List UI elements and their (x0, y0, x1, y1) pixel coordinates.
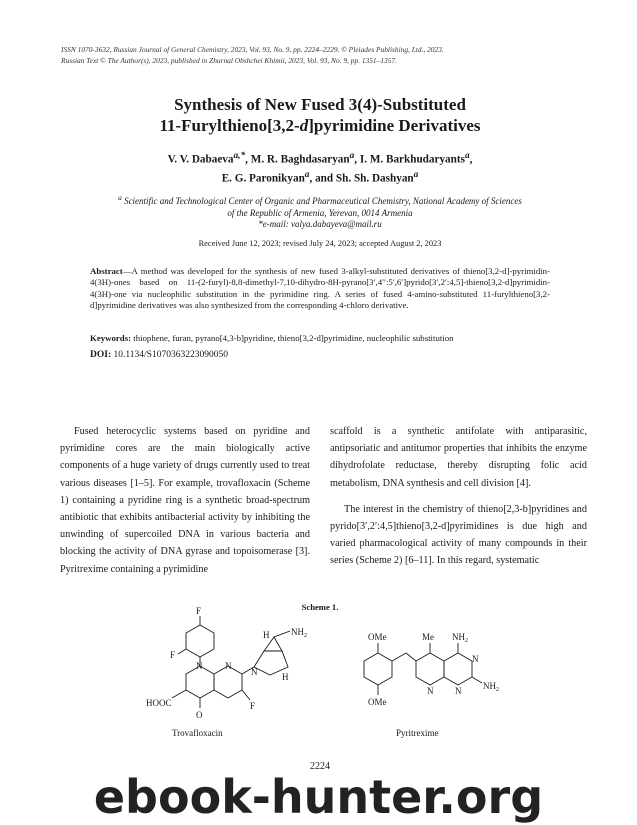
author-name: I. M. Barkhudaryants (359, 153, 465, 166)
pyritrexime-structure (364, 643, 482, 695)
author-name: M. R. Baghdasaryan (250, 153, 350, 166)
title-line-1: Synthesis of New Fused 3(4)-Substituted (174, 95, 466, 114)
author-affiliation-sup: a (464, 151, 470, 161)
abstract-text: —A method was developed for the synthesis of new fused 3-alkyl-substituted derivatives of thieno[3,2-d]-pyrimidin-4(3H)-ones based on 11-(2-furyl)-8,8-dimethyl-7,10-dihydro-8H-pyrano[3′,4′′:5′,6′]pyrido[3′,2′:4,5]-thieno[3,2-d]pyrimidin-4(3H)-one via nucleophilic substitution in the pyrimidine ring. A series of fused 4-amino-substituted 11-furylthieno[3,2-d]pyrimidine derivatives was also synthesized from the corresponding 4-chloro derivative. (90, 266, 550, 311)
dimethoxyphenyl-ring (364, 653, 392, 685)
author-separator: , (469, 153, 473, 166)
author-affiliation-sup: a (304, 169, 310, 180)
author-affiliation-sup: a,* (233, 151, 246, 161)
journal-header (61, 44, 581, 66)
label-f-right: F (250, 701, 256, 711)
title-line-2 (60, 115, 580, 136)
bond-nh2-b (472, 677, 482, 683)
page-number: 2224 (310, 761, 330, 772)
pyritrexime-labels (368, 632, 499, 738)
body-paragraph-1: Fused heterocyclic systems based on pyridine and pyrimidine cores are the main biologically active components of a huge variety of drugs currently used to treat various diseases [1–5]. For example, trovafloxacin (Scheme 1) containing a pyridine ring is a synthetic broad-spectrum antibiotic that exhibits antibacterial activity by inhibiting the unwinding of supercoiled DNA in various bacteria and blocking the activity of DNA gyrase and topoisomerase [3]. Pyritrexime containing a pyrimidine (60, 426, 310, 575)
bond-nh2 (274, 631, 290, 637)
label-f-left: F (170, 650, 176, 660)
label-pyr-n-1: N (472, 654, 479, 664)
label-nh2-a: $NH_2$ (452, 632, 468, 644)
author-name: E. G. Paronikyan (221, 172, 305, 185)
label-n-1: N (196, 661, 203, 671)
author-separator: , (245, 153, 251, 166)
body-column-left (60, 423, 310, 578)
author-affiliation-sup: a (349, 151, 355, 161)
doi (90, 350, 550, 360)
trovafloxacin-labels (146, 606, 307, 738)
label-nh2-trov: $NH_2$ (291, 627, 307, 639)
title-line-2-pre: 11-Furylthieno[3,2- (159, 116, 300, 135)
received-dates: Received June 12, 2023; revised July 24, 2023; accepted August 2, 2023 (198, 239, 442, 248)
author-name: V. V. Dabaeva (167, 153, 234, 166)
bond-cooh (172, 690, 186, 698)
affiliation-line-1 (60, 192, 580, 208)
pyridine-ring (416, 653, 444, 685)
label-n-2: N (225, 661, 232, 671)
label-pyr-n-2: N (455, 686, 462, 696)
affiliation-sup: a (118, 193, 122, 202)
watermark-banner: ebook-hunter.org (93, 770, 544, 824)
doi-text[interactable]: 10.1134/S1070363223090050 (111, 350, 228, 360)
body-paragraph-2: scaffold is a synthetic antifolate with antiparasitic, antipsoriatic and antitumor properties that inhibits the enzyme dihydrofolate reductase, thereby disrupting folic acid metabolism, DNA synthesis and cell division [4]. (330, 426, 587, 489)
affiliation-line-1-text: Scientific and Technological Center of Organic and Pharmaceutical Chemistry, National Academy of Sciences (121, 196, 522, 206)
bond-ch2 (392, 653, 406, 661)
header-line-2: Russian Text © The Author(s), 2023, published in Zhurnal Obshchei Khimii, 2023, Vol. 93, No. 9, pp. 1351–1357. (61, 56, 397, 65)
authors-line-2 (60, 168, 580, 187)
keywords-label: Keywords: (90, 333, 132, 343)
author-name: Sh. Sh. Dashyan (335, 172, 414, 185)
author-separator: , and (309, 172, 336, 185)
affiliation-line-2: of the Republic of Armenia, Yerevan, 0014 Armenia (227, 207, 413, 218)
bond-f-right (242, 690, 250, 700)
label-ome-top: OMe (368, 632, 387, 642)
label-f-top: F (196, 606, 202, 616)
bond-f-left (178, 649, 186, 654)
title-line-2-italic: d (299, 116, 309, 135)
label-pyr-n-3: N (427, 686, 434, 696)
scheme-structures (146, 605, 510, 745)
label-ome-bottom: OMe (368, 697, 387, 707)
body-column-right (330, 423, 587, 570)
keywords (90, 333, 550, 344)
fluorophenyl-ring (186, 625, 214, 657)
caption-trovafloxacin: Trovafloxacin (172, 728, 223, 738)
label-hooc: HOOC (146, 698, 172, 708)
affiliation-email: *e-mail: valya.dabayeva@mail.ru (258, 219, 382, 229)
label-me: Me (422, 632, 434, 642)
abstract (90, 266, 550, 312)
keywords-text: thiophene, furan, pyrano[4,3-b]pyridine, thieno[3,2-d]pyrimidine, nucleophilic substitution (131, 333, 454, 343)
doi-label: DOI: (90, 350, 112, 360)
body-paragraph-3: The interest in the chemistry of thieno[2,3-b]pyridines and pyrido[3′,2′:4,5]thieno[3,2-d]pyrimidines is due high and varied pharmacological activity of many compounds in their series (Scheme 2) [6–11]. In this regard, systematic (330, 503, 587, 567)
bond-ch2-ring (406, 653, 416, 661)
label-nh2-b: $NH_2$ (483, 681, 499, 693)
caption-pyritrexime: Pyritrexime (396, 728, 439, 738)
author-affiliation-sup: a (413, 169, 419, 180)
label-n-3: N (251, 667, 258, 677)
author-list (60, 149, 580, 186)
label-h-1: H (263, 630, 270, 640)
article-title (60, 94, 580, 136)
title-line-2-post: ]pyrimidine Derivatives (308, 116, 481, 135)
abstract-label: Abstract (90, 266, 123, 276)
author-separator: , (354, 153, 360, 166)
affiliation (60, 192, 580, 231)
label-h-2: H (282, 672, 289, 682)
pyrimidine-ring (444, 653, 472, 685)
scheme-title: Scheme 1. (301, 602, 339, 612)
header-line-1: ISSN 1070-3632, Russian Journal of General Chemistry, 2023, Vol. 93, No. 9, pp. 2224–2229. © Pleiades Publishing, Ltd., 2023. (61, 45, 444, 54)
authors-line-1 (60, 149, 580, 168)
label-o: O (196, 710, 203, 720)
